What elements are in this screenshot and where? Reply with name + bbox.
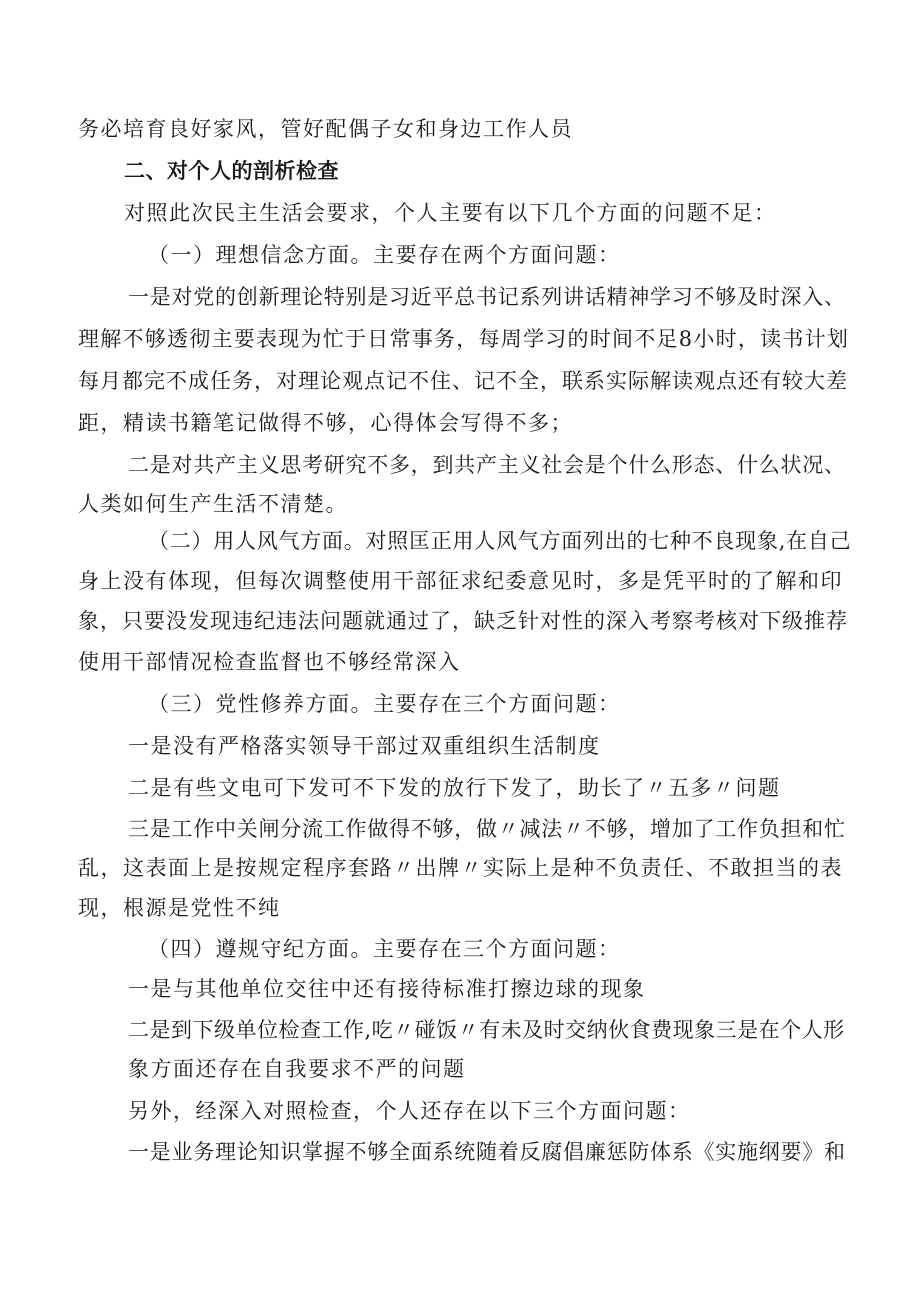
paragraph-line: 二是对共产主义思考研究不多，到共产主义社会是个什么形态、什么状况、 (128, 453, 846, 477)
paragraph-line: 乱，这表面上是按规定程序套路〃出牌〃实际上是种不负责任、不敢担当的表 (78, 856, 843, 880)
subsection-heading: （三）党性修养方面。主要存在三个方面问题： (148, 692, 621, 716)
paragraph-line: 三是工作中关闸分流工作做得不够，做〃减法〃不够，增加了工作负担和忙 (128, 817, 846, 841)
paragraph-line: 理解不够透彻主要表现为忙于日常事务，每周学习的时间不足8小时，读书计划 (78, 327, 850, 351)
section-heading: 二、对个人的剖析检查 (124, 159, 339, 183)
paragraph-line: 身上没有体现，但每次调整使用干部征求纪委意见时，多是凭平时的了解和印 (78, 569, 843, 593)
subsection-heading: （一）理想信念方面。主要存在两个方面问题： (148, 243, 621, 267)
subsection-heading: （四）遵规守纪方面。主要存在三个方面问题： (148, 937, 621, 961)
paragraph-line: 使用干部情况检查监督也不够经常深入 (78, 650, 461, 674)
paragraph-line: 一是业务理论知识掌握不够全面系统随着反腐倡廉惩防体系《实施纲要》和 (128, 1140, 846, 1164)
paragraph-line: 人类如何生产生活不清楚。 (78, 492, 348, 516)
paragraph-line: 一是与其他单位交往中还有接待标准打擦边球的现象 (128, 977, 646, 1001)
paragraph-line: 现，根源是党性不纯 (78, 896, 281, 920)
paragraph-line: 一是对党的创新理论特别是习近平总书记系列讲话精神学习不够及时深入、 (128, 285, 846, 309)
paragraph-line: 象，只要没发现违纪违法问题就通过了，缺乏针对性的深入考察考核对下级推荐 (78, 609, 848, 633)
paragraph-line: 务必培育良好家风，管好配偶子女和身边工作人员 (78, 117, 573, 141)
paragraph-line: 每月都完不成任务，对理论观点记不住、记不全，联系实际解读观点还有较大差 (78, 369, 848, 393)
paragraph-line: 对照此次民主生活会要求，个人主要有以下几个方面的问题不足： (124, 201, 777, 225)
paragraph-line: 象方面还存在自我要求不严的问题 (128, 1057, 466, 1081)
paragraph-line: 另外，经深入对照检查，个人还存在以下三个方面问题： (128, 1099, 691, 1123)
paragraph-line: 一是没有严格落实领导干部过双重组织生活制度 (128, 734, 601, 758)
paragraph-line: 二是有些文电可下发可不下发的放行下发了，助长了〃五多〃问题 (128, 776, 781, 800)
paragraph-line: 距，精读书籍笔记做得不够，心得体会写得不多； (78, 411, 573, 435)
subsection-heading: （二）用人风气方面。对照匡正用人风气方面列出的七种不良现象,在自己 (148, 529, 852, 553)
paragraph-line: 二是到下级单位检查工作,吃〃碰饭〃有未及时交纳伙食费现象三是在个人形 (128, 1018, 845, 1042)
